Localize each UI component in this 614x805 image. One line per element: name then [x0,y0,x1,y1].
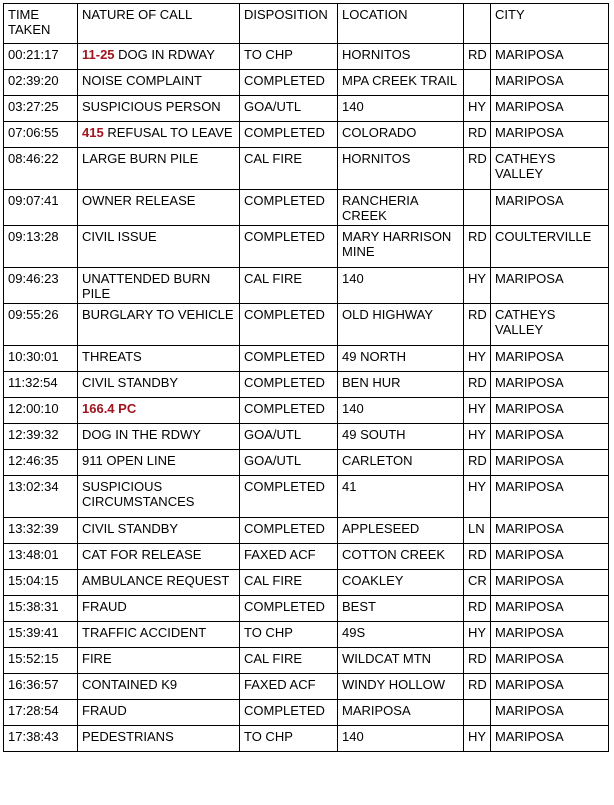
table-row [4,190,609,226]
cell-disposition: COMPLETED [240,518,338,544]
cell-location: RANCHERIA CREEK [338,190,464,226]
cell-city: COULTERVILLE [491,226,609,268]
cell-location: MARY HARRISON MINE [338,226,464,268]
call-description: BURGLARY TO VEHICLE [82,307,234,322]
cell-location: COLORADO [338,122,464,148]
header-city: CITY [491,4,609,44]
header-nature-of-call: NATURE OF CALL [78,4,240,44]
cell-street-suffix: RD [464,372,491,398]
cell-nature-of-call [78,648,240,674]
cell-street-suffix: RD [464,648,491,674]
cell-disposition: COMPLETED [240,398,338,424]
table-row [4,304,609,346]
cell-time-taken: 15:52:15 [4,648,78,674]
call-description: DOG IN RDWAY [114,47,215,62]
cell-time-taken: 12:46:35 [4,450,78,476]
table-row [4,148,609,190]
cell-city: MARIPOSA [491,476,609,518]
table-row [4,372,609,398]
cell-disposition: TO CHP [240,622,338,648]
table-row [4,518,609,544]
cell-nature-of-call [78,226,240,268]
table-row [4,70,609,96]
cell-time-taken: 12:39:32 [4,424,78,450]
call-description: CONTAINED K9 [82,677,178,692]
cell-location: HORNITOS [338,44,464,70]
cell-time-taken: 16:36:57 [4,674,78,700]
cell-street-suffix: RD [464,596,491,622]
cell-nature-of-call [78,570,240,596]
table-row [4,700,609,726]
cell-city: MARIPOSA [491,674,609,700]
cell-time-taken: 09:46:23 [4,268,78,304]
cell-disposition: CAL FIRE [240,570,338,596]
call-description: AMBULANCE REQUEST [82,573,230,588]
cell-city: MARIPOSA [491,700,609,726]
cell-city: MARIPOSA [491,268,609,304]
cell-disposition: COMPLETED [240,476,338,518]
call-log-table [3,3,609,752]
cell-street-suffix: HY [464,476,491,518]
cell-street-suffix: HY [464,268,491,304]
table-row [4,226,609,268]
cell-nature-of-call [78,190,240,226]
cell-time-taken: 17:38:43 [4,726,78,752]
cell-street-suffix: HY [464,96,491,122]
cell-nature-of-call [78,622,240,648]
header-street-suffix [464,4,491,44]
cell-location: WILDCAT MTN [338,648,464,674]
cell-time-taken: 13:02:34 [4,476,78,518]
cell-disposition: COMPLETED [240,304,338,346]
cell-disposition: TO CHP [240,44,338,70]
cell-location: 140 [338,96,464,122]
cell-location: MPA CREEK TRAIL [338,70,464,96]
table-row [4,268,609,304]
cell-city: MARIPOSA [491,648,609,674]
cell-disposition: COMPLETED [240,596,338,622]
cell-street-suffix: LN [464,518,491,544]
call-description: SUSPICIOUS CIRCUMSTANCES [82,479,195,509]
call-description: FIRE [82,651,112,666]
cell-city: MARIPOSA [491,570,609,596]
cell-nature-of-call [78,44,240,70]
cell-city: MARIPOSA [491,596,609,622]
cell-street-suffix: RD [464,148,491,190]
cell-disposition: TO CHP [240,726,338,752]
cell-city: MARIPOSA [491,518,609,544]
cell-nature-of-call [78,544,240,570]
cell-city: MARIPOSA [491,398,609,424]
table-row [4,648,609,674]
cell-disposition: GOA/UTL [240,424,338,450]
cell-location: COAKLEY [338,570,464,596]
cell-disposition: COMPLETED [240,372,338,398]
cell-city: MARIPOSA [491,346,609,372]
cell-location: COTTON CREEK [338,544,464,570]
cell-location: BEN HUR [338,372,464,398]
cell-city: MARIPOSA [491,44,609,70]
cell-nature-of-call [78,700,240,726]
cell-location: 41 [338,476,464,518]
cell-street-suffix: RD [464,544,491,570]
cell-nature-of-call [78,450,240,476]
cell-location: OLD HIGHWAY [338,304,464,346]
cell-time-taken: 12:00:10 [4,398,78,424]
cell-city: MARIPOSA [491,622,609,648]
cell-street-suffix [464,190,491,226]
cell-disposition: CAL FIRE [240,648,338,674]
table-row [4,96,609,122]
cell-nature-of-call [78,70,240,96]
cell-disposition: COMPLETED [240,700,338,726]
cell-city: MARIPOSA [491,372,609,398]
table-row [4,726,609,752]
cell-disposition: COMPLETED [240,190,338,226]
cell-location: 49S [338,622,464,648]
table-row [4,622,609,648]
cell-city: CATHEYS VALLEY [491,148,609,190]
cell-disposition: GOA/UTL [240,96,338,122]
cell-disposition: CAL FIRE [240,268,338,304]
cell-city: MARIPOSA [491,726,609,752]
cell-location: APPLESEED [338,518,464,544]
cell-street-suffix: HY [464,622,491,648]
cell-time-taken: 17:28:54 [4,700,78,726]
cell-location: BEST [338,596,464,622]
table-row [4,544,609,570]
call-description: LARGE BURN PILE [82,151,199,166]
cell-location: 140 [338,726,464,752]
cell-time-taken: 15:38:31 [4,596,78,622]
cell-street-suffix: CR [464,570,491,596]
call-log-body [4,44,609,752]
call-description: DOG IN THE RDWY [82,427,201,442]
table-row [4,674,609,700]
header-disposition: DISPOSITION [240,4,338,44]
cell-time-taken: 00:21:17 [4,44,78,70]
cell-street-suffix: RD [464,674,491,700]
call-description: CIVIL STANDBY [82,521,179,536]
cell-street-suffix: HY [464,398,491,424]
cell-time-taken: 09:55:26 [4,304,78,346]
cell-nature-of-call [78,726,240,752]
cell-disposition: GOA/UTL [240,450,338,476]
call-description: PEDESTRIANS [82,729,174,744]
cell-city: MARIPOSA [491,190,609,226]
cell-nature-of-call [78,596,240,622]
cell-disposition: FAXED ACF [240,674,338,700]
call-description: CIVIL ISSUE [82,229,157,244]
cell-city: MARIPOSA [491,96,609,122]
cell-time-taken: 09:13:28 [4,226,78,268]
call-description: NOISE COMPLAINT [82,73,202,88]
cell-nature-of-call [78,372,240,398]
cell-disposition: COMPLETED [240,70,338,96]
cell-street-suffix: RD [464,304,491,346]
cell-time-taken: 10:30:01 [4,346,78,372]
cell-time-taken: 03:27:25 [4,96,78,122]
cell-time-taken: 13:32:39 [4,518,78,544]
cell-disposition: FAXED ACF [240,544,338,570]
cell-street-suffix: RD [464,122,491,148]
cell-time-taken: 13:48:01 [4,544,78,570]
cell-nature-of-call [78,148,240,190]
cell-nature-of-call [78,346,240,372]
table-row [4,398,609,424]
call-description: CIVIL STANDBY [82,375,179,390]
cell-city: MARIPOSA [491,122,609,148]
call-description: FRAUD [82,703,127,718]
cell-time-taken: 08:46:22 [4,148,78,190]
table-row [4,476,609,518]
table-row [4,596,609,622]
call-description: FRAUD [82,599,127,614]
cell-location: 140 [338,398,464,424]
table-row [4,44,609,70]
cell-nature-of-call [78,424,240,450]
cell-city: CATHEYS VALLEY [491,304,609,346]
table-row [4,570,609,596]
cell-street-suffix: RD [464,44,491,70]
call-code: 166.4 PC [82,401,137,416]
cell-location: CARLETON [338,450,464,476]
cell-disposition: COMPLETED [240,346,338,372]
cell-time-taken: 07:06:55 [4,122,78,148]
cell-location: 49 NORTH [338,346,464,372]
header-time-taken: TIME TAKEN [4,4,78,44]
cell-city: MARIPOSA [491,424,609,450]
header-location: LOCATION [338,4,464,44]
table-row [4,122,609,148]
cell-time-taken: 15:39:41 [4,622,78,648]
call-code: 11-25 [82,47,115,62]
cell-nature-of-call [78,398,240,424]
cell-city: MARIPOSA [491,70,609,96]
cell-street-suffix: HY [464,424,491,450]
call-description: OWNER RELEASE [82,193,196,208]
cell-street-suffix [464,700,491,726]
cell-nature-of-call [78,122,240,148]
cell-location: HORNITOS [338,148,464,190]
cell-city: MARIPOSA [491,544,609,570]
cell-location: 140 [338,268,464,304]
call-description: 911 OPEN LINE [82,453,176,468]
cell-nature-of-call [78,96,240,122]
call-description: THREATS [82,349,142,364]
cell-time-taken: 11:32:54 [4,372,78,398]
cell-nature-of-call [78,518,240,544]
call-description: CAT FOR RELEASE [82,547,202,562]
call-description: REFUSAL TO LEAVE [103,125,233,140]
cell-city: MARIPOSA [491,450,609,476]
cell-disposition: CAL FIRE [240,148,338,190]
cell-nature-of-call [78,674,240,700]
cell-nature-of-call [78,476,240,518]
cell-time-taken: 15:04:15 [4,570,78,596]
header-row [4,4,609,44]
cell-location: WINDY HOLLOW [338,674,464,700]
table-row [4,424,609,450]
call-description: TRAFFIC ACCIDENT [82,625,207,640]
cell-location: 49 SOUTH [338,424,464,450]
call-description: UNATTENDED BURN PILE [82,271,211,301]
cell-nature-of-call [78,268,240,304]
cell-disposition: COMPLETED [240,122,338,148]
cell-street-suffix: HY [464,346,491,372]
cell-nature-of-call [78,304,240,346]
cell-street-suffix: RD [464,226,491,268]
call-code: 415 [82,125,104,140]
cell-location: MARIPOSA [338,700,464,726]
table-row [4,450,609,476]
cell-time-taken: 02:39:20 [4,70,78,96]
cell-disposition: COMPLETED [240,226,338,268]
cell-street-suffix [464,70,491,96]
cell-street-suffix: RD [464,450,491,476]
cell-time-taken: 09:07:41 [4,190,78,226]
table-row [4,346,609,372]
call-description: SUSPICIOUS PERSON [82,99,221,114]
cell-street-suffix: HY [464,726,491,752]
